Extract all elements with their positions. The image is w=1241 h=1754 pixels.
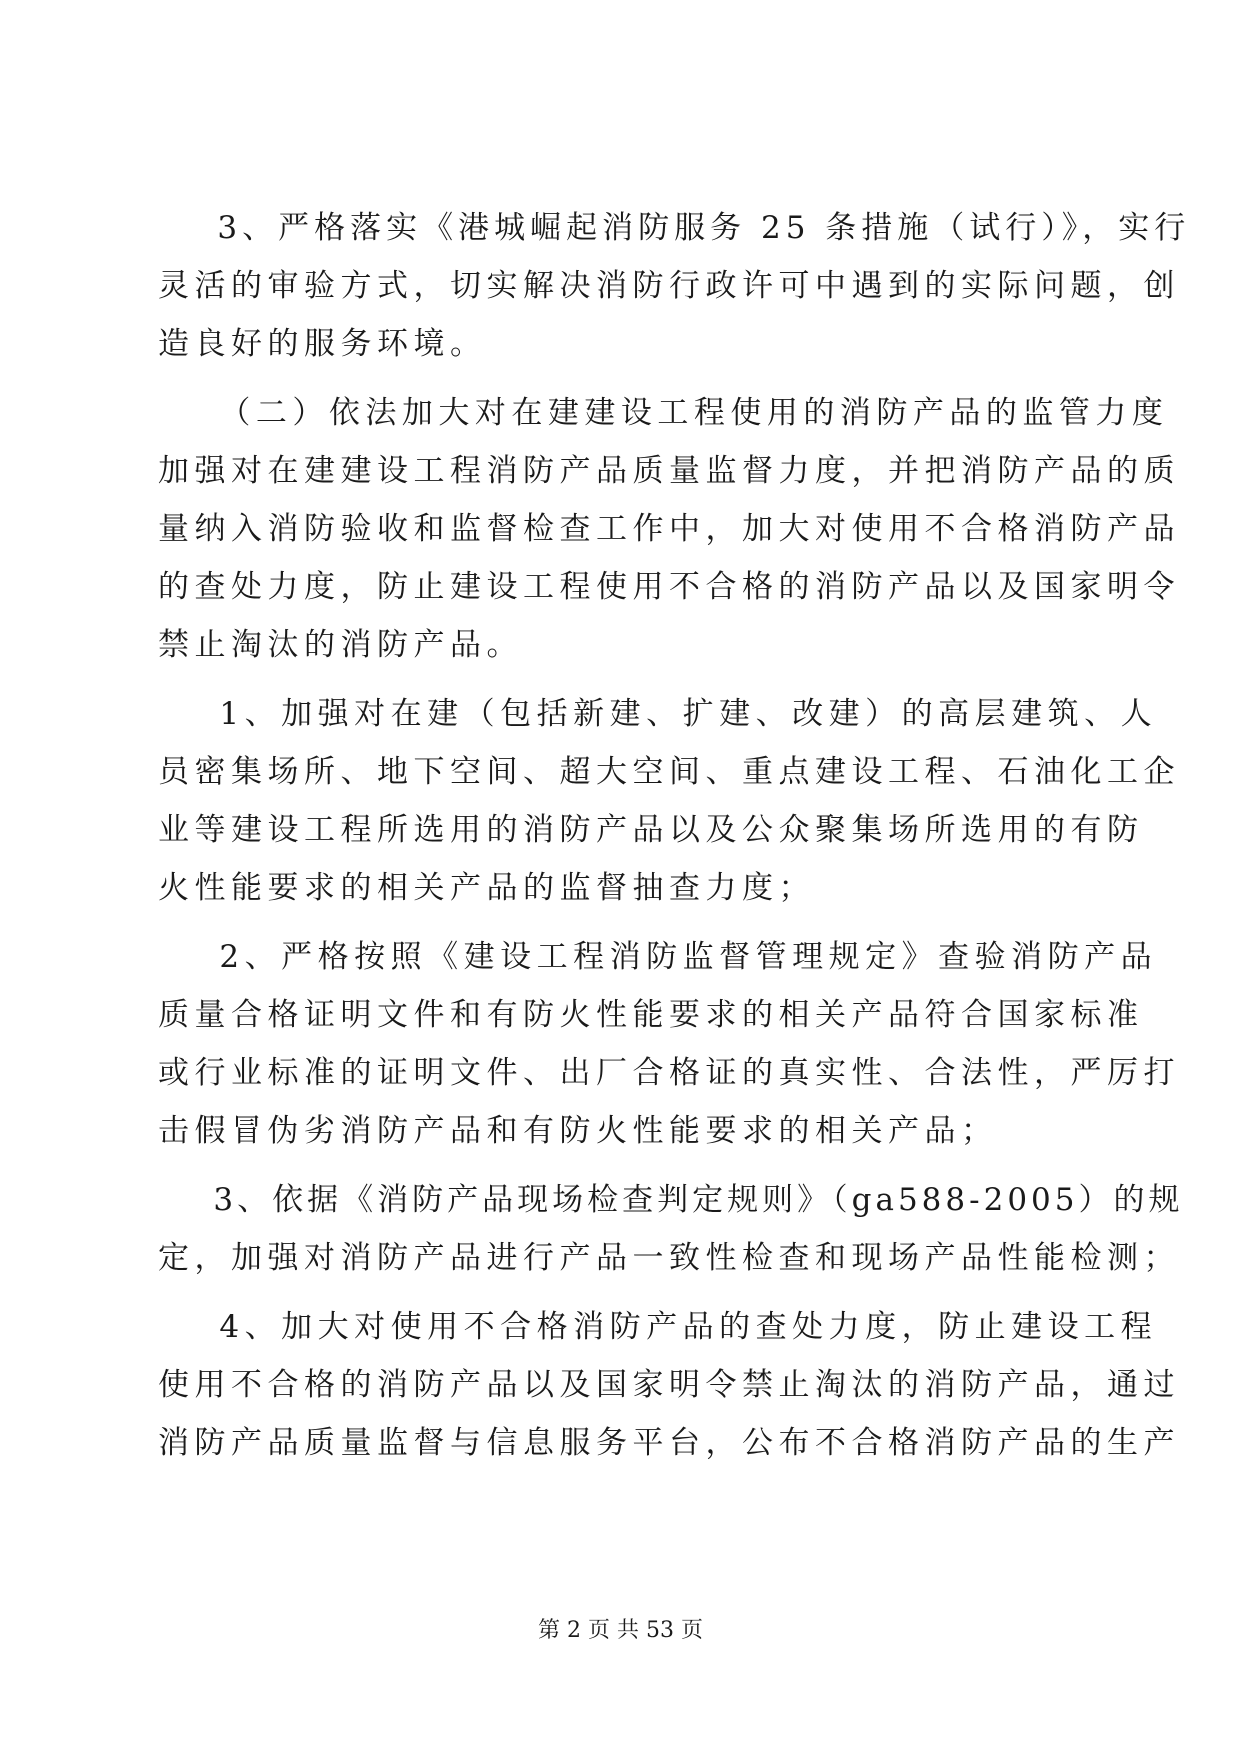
paragraph-line: 造良好的服务环境。 [158,326,487,362]
paragraph-line: 击假冒伪劣消防产品和有防火性能要求的相关产品； [158,1113,998,1149]
paragraph-line: 2、严格按照《建设工程消防监督管理规定》查验消防产品 [158,939,1158,975]
paragraph-line: 量纳入消防验收和监督检查工作中，加大对使用不合格消防产品 [158,511,1180,547]
paragraph-line: （二）依法加大对在建建设工程使用的消防产品的监管力度 [158,395,1169,431]
paragraph-line: 1、加强对在建（包括新建、扩建、改建）的高层建筑、人 [158,696,1158,732]
paragraph-line: 的查处力度，防止建设工程使用不合格的消防产品以及国家明令 [158,569,1180,605]
paragraph-line: 消防产品质量监督与信息服务平台，公布不合格消防产品的生产 [158,1425,1180,1461]
paragraph-line: 加强对在建建设工程消防产品质量监督力度，并把消防产品的质 [158,453,1180,489]
paragraph-line: 或行业标准的证明文件、出厂合格证的真实性、合法性，严厉打 [158,1055,1180,1091]
paragraph-line: 4、加大对使用不合格消防产品的查处力度，防止建设工程 [158,1309,1158,1345]
paragraph-line: 3、严格落实《港城崛起消防服务 25 条措施（试行）》，实行 [158,210,1191,246]
paragraph-line: 火性能要求的相关产品的监督抽查力度； [158,870,815,906]
paragraph-line: 3、依据《消防产品现场检查判定规则》（ga588-2005）的规 [158,1182,1184,1218]
paragraph-line: 员密集场所、地下空间、超大空间、重点建设工程、石油化工企 [158,754,1180,790]
paragraph-line: 灵活的审验方式，切实解决消防行政许可中遇到的实际问题，创 [158,268,1180,304]
paragraph-line: 使用不合格的消防产品以及国家明令禁止淘汰的消防产品，通过 [158,1367,1180,1403]
paragraph-line: 质量合格证明文件和有防火性能要求的相关产品符合国家标准 [158,997,1144,1033]
page-footer: 第 2 页 共 53 页 [538,1618,703,1643]
paragraph-line: 禁止淘汰的消防产品。 [158,627,523,663]
paragraph-line: 定，加强对消防产品进行产品一致性检查和现场产品性能检测； [158,1240,1180,1276]
paragraph-line: 业等建设工程所选用的消防产品以及公众聚集场所选用的有防 [158,812,1144,848]
